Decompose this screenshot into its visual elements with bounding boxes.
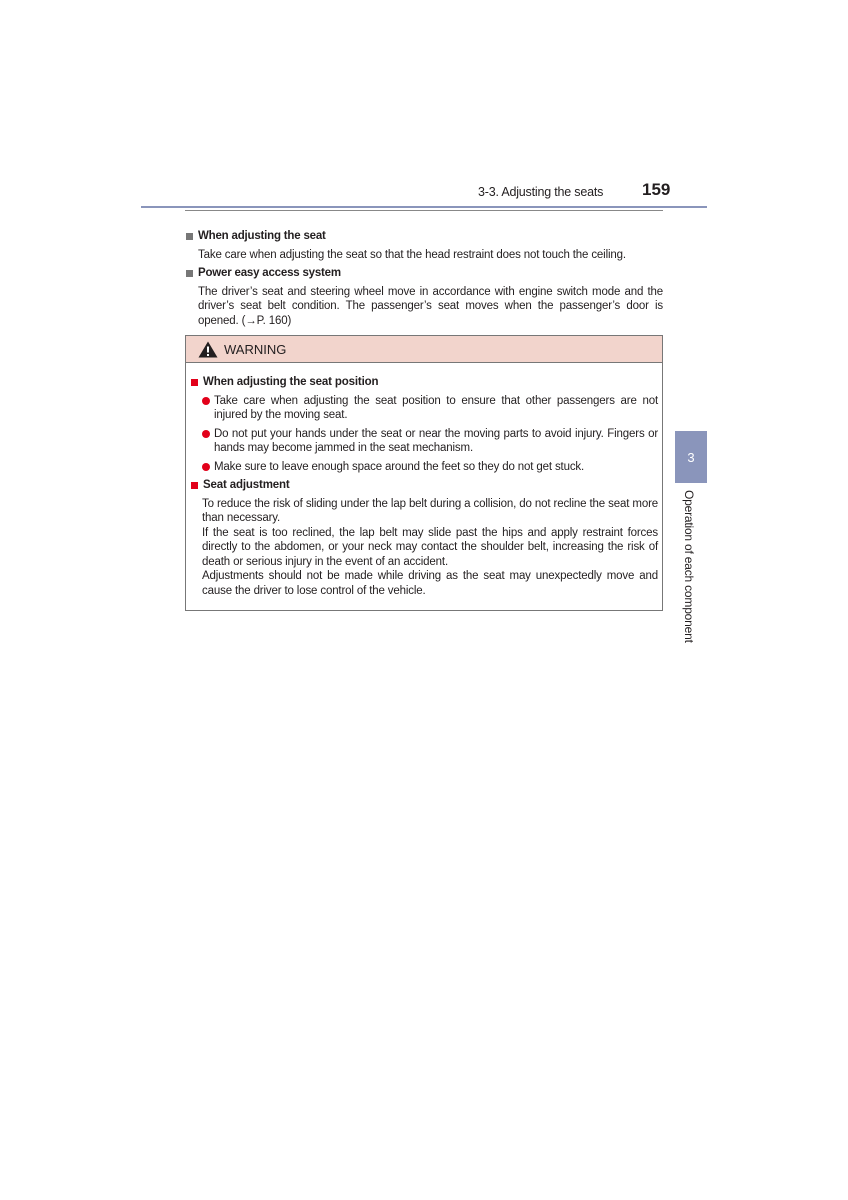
header-rule-secondary (185, 210, 663, 211)
section-body: The driver’s seat and steering wheel move in accordance with engine switch mode and the driver’s seat belt condition. The passenger’s seat moves when the passenger’s door is opened. (→P. 160) (198, 285, 663, 327)
section-heading: When adjusting the seat (198, 230, 326, 242)
square-bullet-icon (191, 482, 198, 489)
warning-header (186, 336, 662, 363)
list-item: Do not put your hands under the seat or near the moving parts to avoid injury. Fingers or hands may become jammed in the seat mechanism. (202, 427, 658, 456)
chapter-label: Operation of each component (682, 490, 696, 643)
section-heading: Power easy access system (198, 267, 341, 279)
bullet-dot-icon (202, 430, 210, 438)
list-item: Take care when adjusting the seat position to ensure that other passengers are not injured by the moving seat. (202, 394, 658, 423)
square-bullet-icon (186, 270, 193, 277)
warning-content (186, 363, 662, 598)
warning-title: WARNING (224, 341, 287, 357)
list-item: Make sure to leave enough space around the feet so they do not get stuck. (202, 460, 658, 475)
chapter-tab: 3 (675, 431, 707, 483)
bullet-dot-icon (202, 463, 210, 471)
header-rule (141, 206, 707, 208)
square-bullet-icon (186, 233, 193, 240)
page-number: 159 (642, 180, 671, 199)
section-adjusting-seat (185, 229, 663, 262)
square-bullet-icon (191, 379, 198, 386)
section-power-easy-access (185, 266, 663, 328)
warning-box (185, 335, 663, 611)
warning-group-heading: When adjusting the seat position (203, 376, 379, 388)
warning-paragraph: Adjustments should not be made while driving as the seat may unexpectedly move and cause the driver to lose control of the vehicle. (202, 570, 658, 597)
warning-paragraph: To reduce the risk of sliding under the lap belt during a collision, do not recline the seat more than necessary. (202, 497, 658, 524)
bullet-dot-icon (202, 397, 210, 405)
warning-paragraph: If the seat is too reclined, the lap belt may slide past the hips and apply restraint forces directly to the abdomen, or your neck may contact the shoulder belt, increasing the risk of death or serious injury in the event of an accident. (202, 526, 658, 568)
warning-group-heading: Seat adjustment (203, 479, 290, 491)
header-title: 3-3. Adjusting the seats (478, 185, 604, 199)
section-body: Take care when adjusting the seat so that the head restraint does not touch the ceiling. (198, 248, 626, 261)
warning-triangle-icon (198, 341, 218, 358)
